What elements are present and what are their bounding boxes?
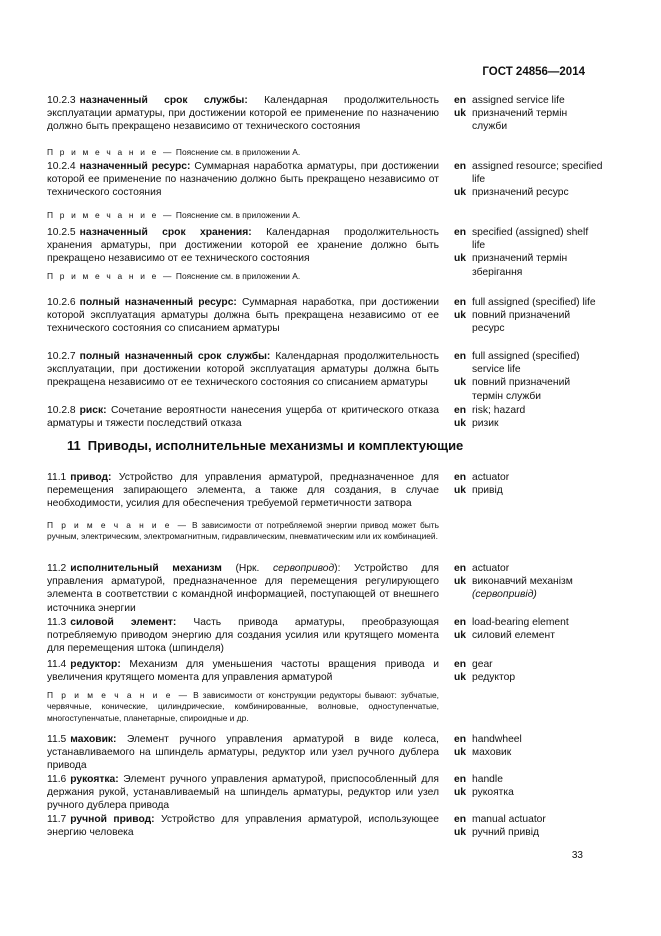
term-uk: ручний привід (472, 827, 539, 839)
term-en: full assigned (specified) service life (472, 351, 580, 376)
definition-text: Часть привода арматуры, преобразующая потребляемую приводом энергию для создания усилия или крутящего момента для перемещения штока (шпинделя) (47, 617, 439, 655)
term-name: привод: (70, 472, 112, 483)
translations: en full assigned (specified) life uk повний призначений ресурс (454, 296, 604, 336)
term-en: gear (472, 659, 493, 670)
definition (47, 160, 439, 200)
note-11-4 (47, 690, 439, 724)
definition (47, 471, 439, 511)
term-number: 10.2.8 (47, 405, 76, 416)
term-name: назначенный ресурс: (79, 161, 191, 172)
definition-text: Суммарная наработка, при достижении которой эксплуатация арматуры должна быть прекращена независимо от ее технического состояния со списанием арматуры (47, 297, 439, 335)
term-uk: повний призначений ресурс (472, 310, 571, 335)
term-number: 10.2.7 (47, 351, 76, 362)
document-header: ГОСТ 24856—2014 (482, 66, 585, 78)
term-uk: привід (472, 485, 503, 497)
term-name: полный назначенный срок службы: (79, 351, 271, 362)
term-number: 11.2 (47, 563, 67, 574)
definition (47, 616, 439, 656)
translations: en assigned resource; specified life uk призначений ресурс (454, 161, 603, 199)
term-uk: виконавчий механізм (472, 576, 573, 588)
term-name: полный назначенный ресурс: (79, 297, 237, 308)
note-text: Пояснение см. в приложении А. (173, 271, 301, 281)
term-name: ручной привод: (70, 814, 155, 825)
note-label: П р и м е ч а н и е — (47, 271, 174, 281)
note-text: Пояснение см. в приложении А. (173, 210, 301, 220)
term-name: назначенный срок службы: (79, 95, 248, 106)
translations: en risk; hazard uk ризик (454, 404, 604, 430)
term-name: риск: (79, 405, 107, 416)
term-number: 11.3 (47, 617, 67, 628)
definition-text: Устройство для управления арматурой, использующее энергию человека (47, 814, 439, 839)
term-name: рукоятка: (70, 774, 119, 785)
translations: en actuator uk привід (454, 471, 604, 497)
note-label: П р и м е ч а н и е — (47, 690, 190, 700)
section-title: Приводы, исполнительные механизмы и комплектующие (87, 438, 464, 453)
note-text: Пояснение см. в приложении А. (173, 147, 301, 157)
term-en: specified (assigned) shelf life (472, 227, 589, 252)
note-10-2-3 (47, 147, 439, 158)
term-uk-alt: (сервопривід) (472, 589, 537, 601)
term-en: actuator (472, 472, 510, 483)
term-name: назначенный срок хранения: (79, 227, 252, 238)
note-label: П р и м е ч а н и е — (47, 210, 174, 220)
translations: en handwheel uk маховик (454, 733, 604, 759)
translations: en load-bearing element uk силовий елемент (454, 616, 604, 642)
definition (47, 773, 439, 813)
definition-prefix: (Нрк. (221, 563, 273, 574)
term-number: 10.2.4 (47, 161, 76, 172)
note-10-2-4 (47, 210, 439, 221)
term-uk: призначений термін зберігання (472, 253, 568, 278)
term-number: 11.4 (47, 659, 67, 670)
definition (47, 813, 439, 839)
note-label: П р и м е ч а н и е — (47, 147, 174, 157)
definition (47, 350, 439, 390)
translations: en actuator uk виконавчий механізм (сервопривід) (454, 562, 604, 602)
term-number: 10.2.6 (47, 297, 76, 308)
term-uk: призначений ресурс (472, 187, 569, 199)
translations: en specified (assigned) shelf life uk призначений термін зберігання (454, 226, 604, 279)
definition-text: Устройство для управления арматурой, предназначенное для перемещения запирающего элемента, а также для создания, в случае необходимости, усилия для обеспечения требуемой герметичности затвора (47, 472, 439, 510)
section-number: 11 (67, 438, 81, 453)
note-10-2-5 (47, 271, 439, 282)
section-heading (67, 438, 463, 453)
term-en: handwheel (472, 734, 522, 745)
term-uk: маховик (472, 747, 512, 759)
definition-text: Суммарная наработка арматуры, при достижении которой ее применение по назначению должно быть прекращено независимо от технического состояния (47, 161, 439, 199)
translations: en assigned service life uk призначений термін служби (454, 94, 604, 134)
translations: en full assigned (specified) service life uk повний призначений термін служби (454, 350, 604, 403)
definition (47, 562, 439, 615)
note-text: В зависимости от конструкции редукторы бывают: зубчатые, червячные, конические, цилиндрические, комбинированные, волновые, одноступенчатые, многоступенчатые, планетарные, спироидные и др. (47, 690, 439, 723)
definition (47, 296, 439, 336)
note-label: П р и м е ч а н и е — (47, 520, 189, 530)
definition-text: Календарная продолжительность хранения арматуры, при достижении которой ее хранение должно быть прекращено независимо от ее технического состояния (47, 227, 439, 265)
term-number: 11.7 (47, 814, 67, 825)
term-uk: рукоятка (472, 787, 514, 799)
term-en: load-bearing element (472, 617, 569, 628)
definition-text: ): Устройство для управления арматурой, предназначенное для перемещения регулирующего элемента в соответствии с командной информацией, поступающей от внешнего источника энергии (47, 563, 439, 614)
definition-text: Календарная продолжительность эксплуатации арматуры, при достижении которой ее применение по назначению должно быть прекращено независимо от технического состояния (47, 95, 439, 133)
term-uk: редуктор (472, 672, 516, 684)
note-text: В зависимости от потребляемой энергии привод может быть ручным, электрическим, электромагнитным, гидравлическим, пневматическим или их комбинацией. (47, 520, 439, 542)
translations: en manual actuator uk ручний привід (454, 813, 604, 839)
term-name: силовой элемент: (70, 617, 177, 628)
term-uk: ризик (472, 418, 499, 430)
translations: en handle uk рукоятка (454, 773, 604, 799)
term-en: handle (472, 774, 503, 785)
term-uk: призначений термін служби (472, 108, 568, 133)
definition-text: Календарная продолжительность эксплуатации, при достижении которой эксплуатация арматуры должна быть прекращена независимо от ее технического состояния со списанием арматуры (47, 351, 439, 389)
deprecated-term: сервопривод (272, 563, 335, 574)
term-name: исполнительный механизм (70, 563, 222, 574)
term-en: risk; hazard (472, 405, 526, 416)
term-number: 10.2.5 (47, 227, 76, 238)
term-number: 11.1 (47, 472, 67, 483)
definition-text: Элемент ручного управления арматурой, приспособленный для держания рукой, устанавливаемый на шпиндель арматуры, редуктор или узел ручного дублера привода (47, 774, 439, 812)
term-en: full assigned (specified) life (472, 297, 596, 308)
definition (47, 404, 439, 430)
term-en: assigned service life (472, 95, 565, 106)
definition (47, 733, 439, 773)
note-11-1 (47, 520, 439, 543)
term-name: маховик: (70, 734, 117, 745)
term-name: редуктор: (70, 659, 121, 670)
definition-text: Сочетание вероятности нанесения ущерба от критического отказа арматуры и тяжести последствий отказа (47, 405, 439, 430)
term-number: 10.2.3 (47, 95, 76, 106)
term-en: manual actuator (472, 814, 546, 825)
definition-text: Механизм для уменьшения частоты вращения привода и увеличения крутящего момента для управления арматурой (47, 659, 439, 684)
term-number: 11.5 (47, 734, 67, 745)
term-uk: повний призначений термін служби (472, 377, 571, 402)
term-number: 11.6 (47, 774, 67, 785)
definition (47, 226, 439, 266)
definition (47, 658, 439, 684)
term-en: assigned resource; specified life (472, 161, 603, 186)
definition-text: Элемент ручного управления арматурой в виде колеса, устанавливаемого на шпиндель арматуры, редуктор или узел ручного дублера привода (47, 734, 439, 772)
translations: en gear uk редуктор (454, 658, 604, 684)
term-uk: силовий елемент (472, 630, 555, 642)
definition (47, 94, 439, 134)
page-number: 33 (571, 850, 583, 861)
term-en: actuator (472, 563, 510, 574)
